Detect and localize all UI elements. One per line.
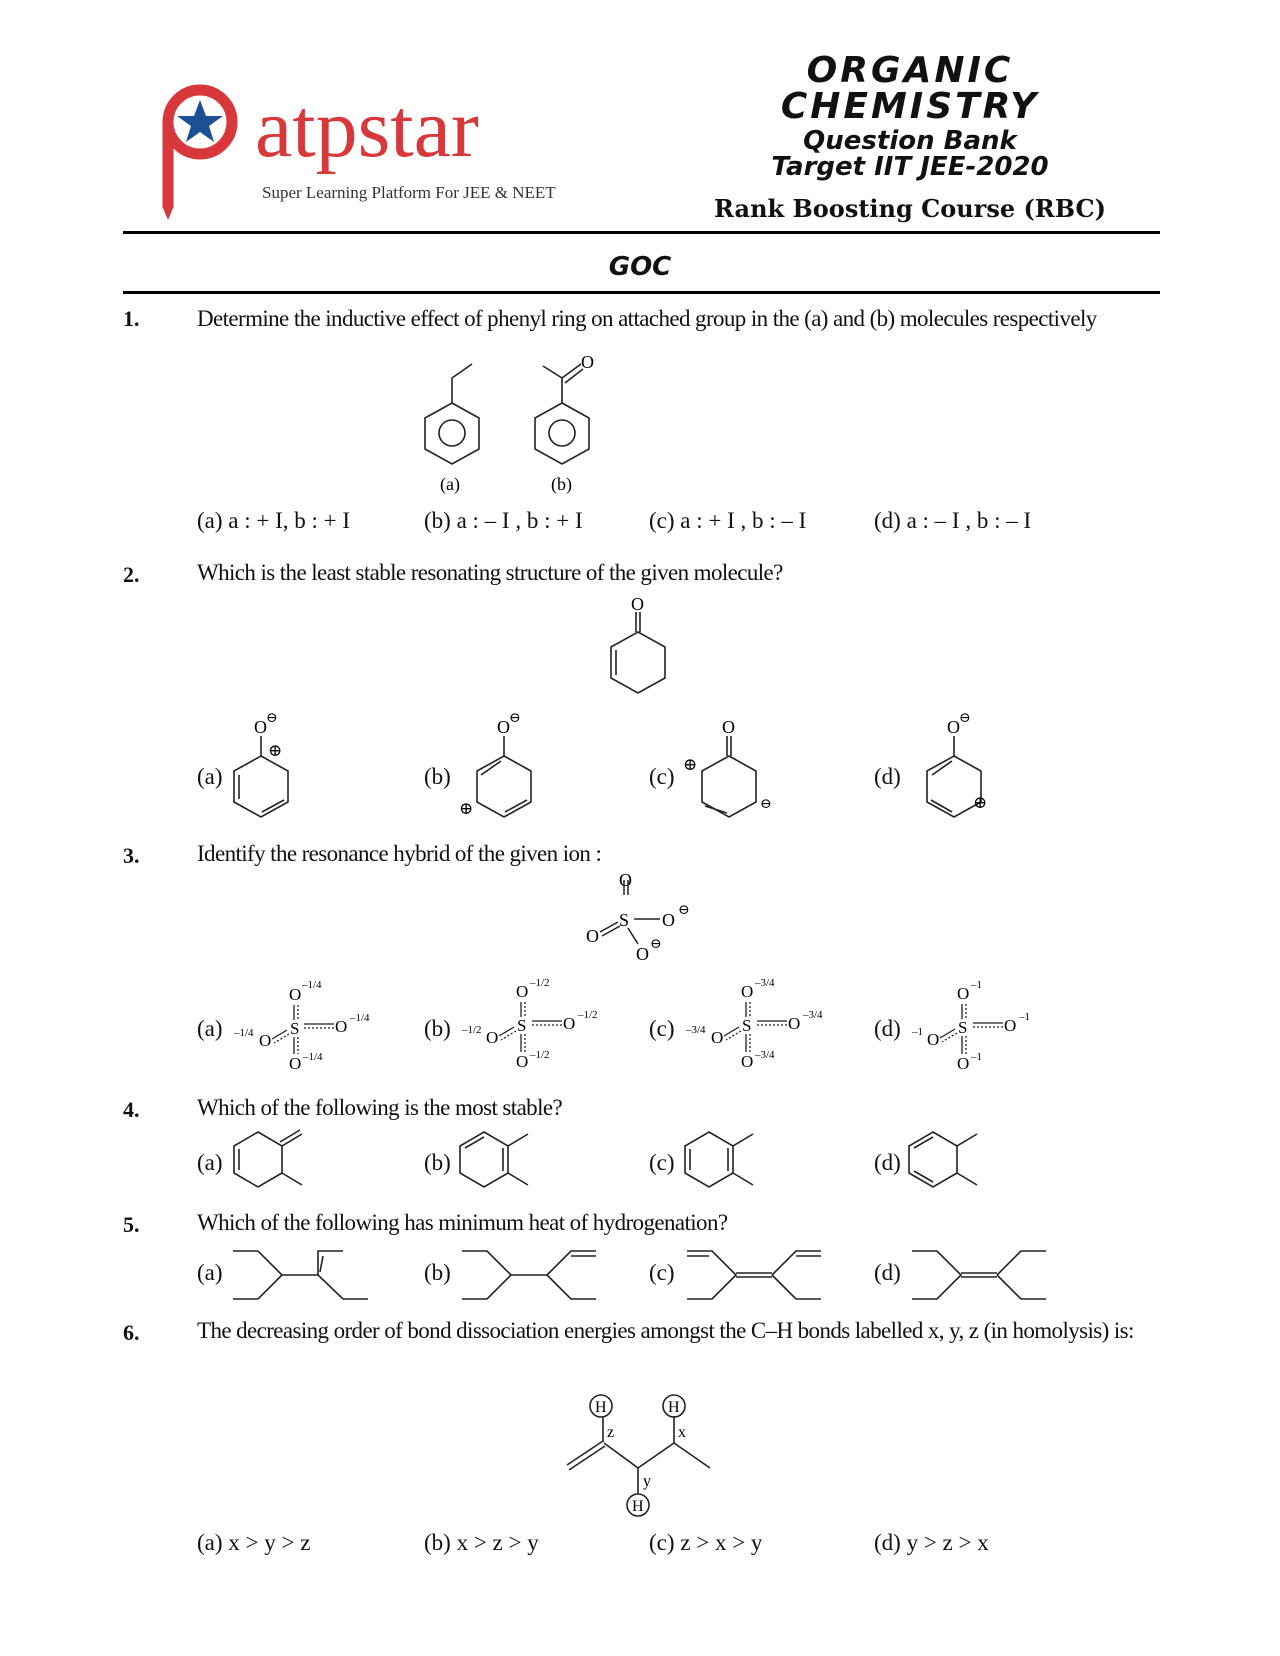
svg-text:S: S — [742, 1016, 752, 1035]
h-label: H — [595, 1399, 607, 1416]
svg-text:O: O — [516, 1052, 529, 1071]
question-text: Which is the least stable resonating structure of the given molecule? — [197, 560, 783, 585]
svg-text:⊕: ⊕ — [683, 755, 698, 774]
title-line2: CHEMISTRY — [780, 86, 1040, 127]
question-number: 2. — [123, 562, 140, 587]
svg-text:–1: –1 — [912, 1026, 923, 1038]
svg-text:O: O — [957, 1054, 970, 1073]
svg-text:⊖: ⊖ — [509, 711, 521, 726]
svg-text:O: O — [947, 717, 960, 737]
svg-text:–3/4: –3/4 — [803, 1009, 823, 1021]
svg-text:⊕: ⊕ — [268, 741, 283, 760]
question-number: 1. — [123, 306, 140, 331]
bond-label-y: y — [643, 1473, 651, 1490]
svg-text:–1/2: –1/2 — [530, 1049, 550, 1061]
svg-text:–1/4: –1/4 — [303, 1051, 323, 1063]
svg-text:O: O — [581, 352, 594, 372]
svg-text:–1/2: –1/2 — [462, 1024, 482, 1036]
svg-text:⊖: ⊖ — [650, 937, 662, 952]
question-number: 3. — [123, 843, 140, 868]
option-d[interactable]: (d) — [874, 1150, 901, 1175]
svg-text:O: O — [1004, 1016, 1017, 1035]
option-d[interactable]: (d) y > z > x — [874, 1530, 989, 1555]
svg-text:O: O — [957, 984, 970, 1003]
svg-text:⊖: ⊖ — [678, 903, 690, 918]
svg-text:O: O — [636, 944, 649, 964]
svg-text:⊖: ⊖ — [959, 711, 971, 726]
option-a[interactable]: (a) — [197, 1016, 223, 1041]
option-b[interactable]: (b) — [424, 1150, 451, 1175]
option-b[interactable]: (b) x > z > y — [424, 1530, 539, 1555]
figure-label-a: (a) — [440, 474, 460, 494]
question-text: Which of the following is the most stable? — [197, 1095, 563, 1120]
svg-text:–1: –1 — [1019, 1011, 1030, 1023]
question-number: 6. — [123, 1320, 140, 1345]
svg-text:O: O — [619, 870, 632, 890]
svg-text:O: O — [741, 982, 754, 1001]
svg-text:O: O — [662, 910, 675, 930]
svg-text:–3/4: –3/4 — [755, 977, 775, 989]
option-b[interactable]: (b) — [424, 1016, 451, 1041]
option-b[interactable]: (b) — [424, 1260, 451, 1285]
svg-text:O: O — [741, 1052, 754, 1071]
svg-text:–1/2: –1/2 — [530, 977, 550, 989]
option-a[interactable]: (a) — [197, 1260, 223, 1285]
question-number: 5. — [123, 1212, 140, 1237]
option-a[interactable]: (a) — [197, 1150, 223, 1175]
option-b[interactable]: (b) — [424, 764, 451, 789]
svg-text:–3/4: –3/4 — [755, 1049, 775, 1061]
svg-text:O: O — [289, 985, 302, 1004]
option-c[interactable]: (c) z > x > y — [649, 1530, 763, 1555]
svg-text:⊕: ⊕ — [459, 799, 474, 818]
question-number: 4. — [123, 1097, 140, 1122]
h-label: H — [632, 1498, 644, 1515]
svg-text:O: O — [497, 717, 510, 737]
svg-text:–1/4: –1/4 — [234, 1027, 254, 1039]
svg-text:–1/2: –1/2 — [578, 1009, 598, 1021]
option-c[interactable]: (c) a : + I , b : – I — [649, 508, 807, 533]
svg-text:O: O — [335, 1017, 348, 1036]
option-c[interactable]: (c) — [649, 1016, 675, 1041]
option-d[interactable]: (d) — [874, 1260, 901, 1285]
svg-text:O: O — [631, 594, 644, 614]
option-c[interactable]: (c) — [649, 1150, 675, 1175]
option-d[interactable]: (d) a : – I , b : – I — [874, 508, 1032, 533]
svg-text:O: O — [586, 926, 599, 946]
svg-text:O: O — [711, 1028, 724, 1047]
svg-text:O: O — [722, 717, 735, 737]
tagline: Super Learning Platform For JEE & NEET — [262, 183, 556, 202]
svg-text:O: O — [486, 1028, 499, 1047]
course-name: Rank Boosting Course (RBC) — [714, 194, 1106, 223]
svg-text:⊖: ⊖ — [266, 711, 278, 726]
svg-text:S: S — [958, 1018, 968, 1037]
question-text: Determine the inductive effect of phenyl ring on attached group in the (a) and (b) molecules respectively — [197, 306, 1097, 331]
topic-heading: GOC — [608, 252, 672, 282]
svg-text:–3/4: –3/4 — [686, 1024, 706, 1036]
subtitle-line2: Target IIT JEE-2020 — [771, 152, 1049, 182]
svg-text:O: O — [927, 1030, 940, 1049]
option-d[interactable]: (d) — [874, 764, 901, 789]
option-a[interactable]: (a) x > y > z — [197, 1530, 311, 1555]
question-text: Identify the resonance hybrid of the given ion : — [197, 841, 602, 866]
svg-text:S: S — [290, 1019, 300, 1038]
subtitle-line1: Question Bank — [803, 126, 1017, 156]
option-b[interactable]: (b) a : – I , b : + I — [424, 508, 583, 533]
option-a[interactable]: (a) a : + I, b : + I — [197, 508, 351, 533]
option-c[interactable]: (c) — [649, 1260, 675, 1285]
svg-text:–1/4: –1/4 — [350, 1012, 370, 1024]
title-line1: ORGANIC — [806, 50, 1014, 91]
bond-label-x: x — [678, 1424, 686, 1441]
svg-text:O: O — [254, 717, 267, 737]
svg-text:S: S — [517, 1016, 527, 1035]
svg-text:⊕: ⊕ — [973, 793, 988, 812]
bond-label-z: z — [607, 1424, 615, 1441]
svg-text:–1: –1 — [971, 979, 982, 991]
option-d[interactable]: (d) — [874, 1016, 901, 1041]
svg-text:O: O — [259, 1031, 272, 1050]
question-text: Which of the following has minimum heat of hydrogenation? — [197, 1210, 728, 1235]
svg-text:⊖: ⊖ — [760, 797, 772, 812]
svg-text:O: O — [563, 1014, 576, 1033]
h-label: H — [668, 1399, 680, 1416]
svg-text:–1: –1 — [971, 1051, 982, 1063]
option-a[interactable]: (a) — [197, 764, 223, 789]
option-c[interactable]: (c) — [649, 764, 675, 789]
svg-text:O: O — [788, 1014, 801, 1033]
svg-text:S: S — [619, 910, 630, 930]
svg-text:O: O — [516, 982, 529, 1001]
figure-label-b: (b) — [551, 474, 572, 494]
svg-text:–1/4: –1/4 — [302, 979, 322, 991]
brand-name: atpstar — [255, 82, 479, 175]
svg-text:O: O — [289, 1054, 302, 1073]
question-text: The decreasing order of bond dissociation energies amongst the C–H bonds labelled x, y, z (in homolysis) is: — [197, 1318, 1134, 1343]
